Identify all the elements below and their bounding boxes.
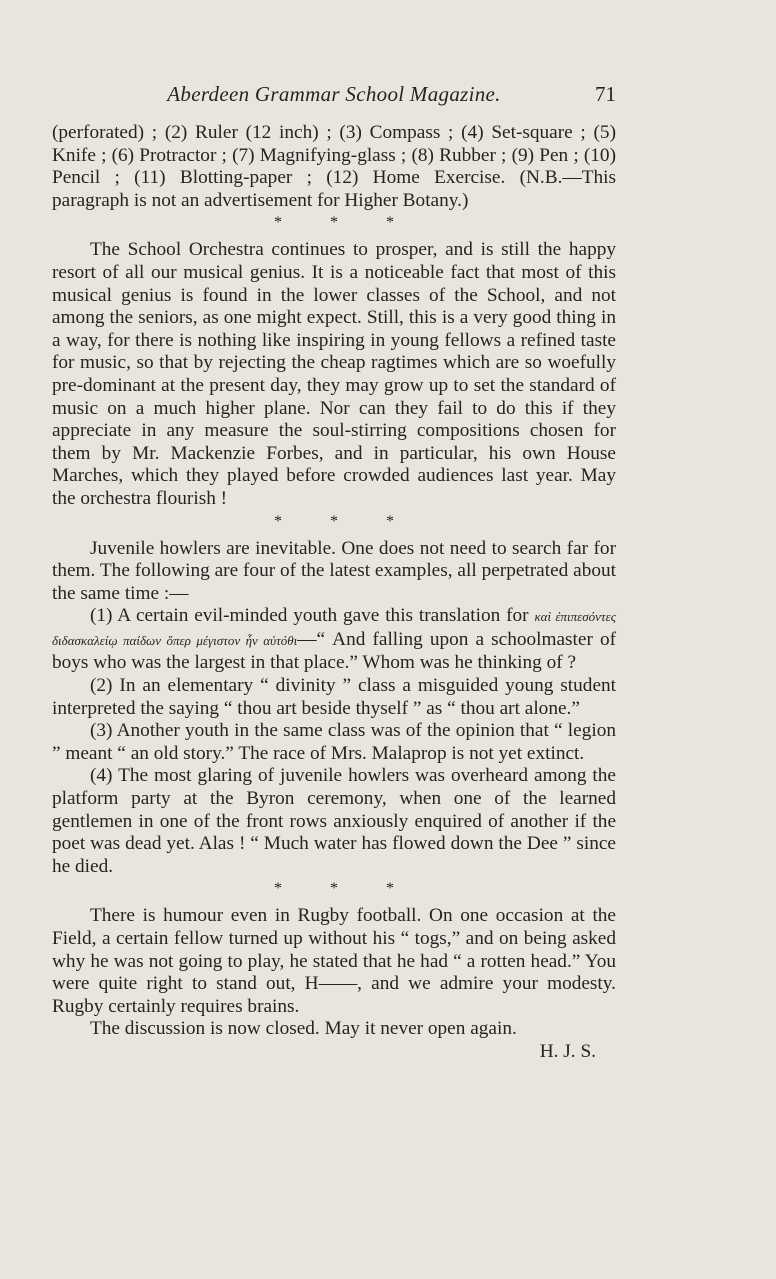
paragraph-howler-3: (3) Another youth in the same class was of the opinion that “ legion ” meant “ an old story.” The race of Mrs. Malaprop is not yet extinct. [52,720,616,764]
paragraph-orchestra: The School Orchestra continues to prosper, and is still the happy resort of all our musical genius. It is a noticeable fact that most of this musical genius is found in the lower classes of the School, and not among the seniors, as one might expect. Still, this is a very good thing in a way, for there is nothing like inspiring in young fellows a refined taste for music, so that by rejecting the cheap ragtimes which are so woefully pre-dominant at the present day, they may grow up to set the standard of music on a much higher plane. Nor can they fail to do this if they appreciate in any measure the soul-stirring compositions chosen for them by Mr. Mackenzie Forbes, and in particular, his own House Marches, which they played before crowded audiences last year. May the orchestra flourish ! [52,239,616,509]
paragraph-closing: The discussion is now closed. May it never open again. [90,1018,517,1040]
section-separator: * * * [274,512,416,530]
paragraph-howler-2: (2) In an elementary “ divinity ” class a misguided young student interpreted the saying “ thou art beside thyself ” as “ thou art alone.” [52,675,616,719]
howler-1-lead: (1) A certain evil-minded youth gave this translation for [90,605,529,627]
paragraph-rugby: There is humour even in Rugby football. On one occasion at the Field, a certain fellow turned up without his “ togs,” and on being asked why he was not going to play, he stated that he had “ a rotten head.” You were quite right to stand out, H——, and we admire your modesty. Rugby certainly requires brains. [52,905,616,1017]
howler-1-translation: —“ And falling upon a schoolmaster of boys who was the largest in that place.” Whom was he thinking of ? [52,628,617,674]
paragraph-howler-4: (4) The most glaring of juvenile howlers was overheard among the platform party at the Byron ceremony, when one of the learned gentlemen in one of the front rows anxiously enquired of another if the poet was dead yet. Alas ! “ Much water has flowed down the Dee ” since he died. [52,765,616,877]
running-head [52,82,616,114]
article-body [52,122,616,1064]
paragraph-equipment-list: (perforated) ; (2) Ruler (12 inch) ; (3) Compass ; (4) Set-square ; (5) Knife ; (6) Protractor ; (7) Magnifying-glass ; (8) Rubber ; (9) Pen ; (10) Pencil ; (11) Blotting-paper ; (12) Home Exercise. (N.B.—This paragraph is not an advertisement for Higher Botany.) [52,122,616,211]
greek-quotation: καὶ ἐπιπεσόντες διδασκαλείῳ παίδων ὅπερ μέγιστον ἦν αὐτόθι [52,609,616,648]
section-separator: * * * [274,214,416,232]
paragraph-howlers-intro: Juvenile howlers are inevitable. One does not need to search far for them. The following are four of the latest examples, all perpetrated about the same time :— [52,537,616,604]
running-title: Aberdeen Grammar School Magazine. [167,82,501,106]
paragraph-howler-1 [52,605,616,675]
section-separator: * * * [274,880,416,898]
page-number: 71 [595,82,616,106]
author-signature: H. J. S. [539,1040,596,1062]
